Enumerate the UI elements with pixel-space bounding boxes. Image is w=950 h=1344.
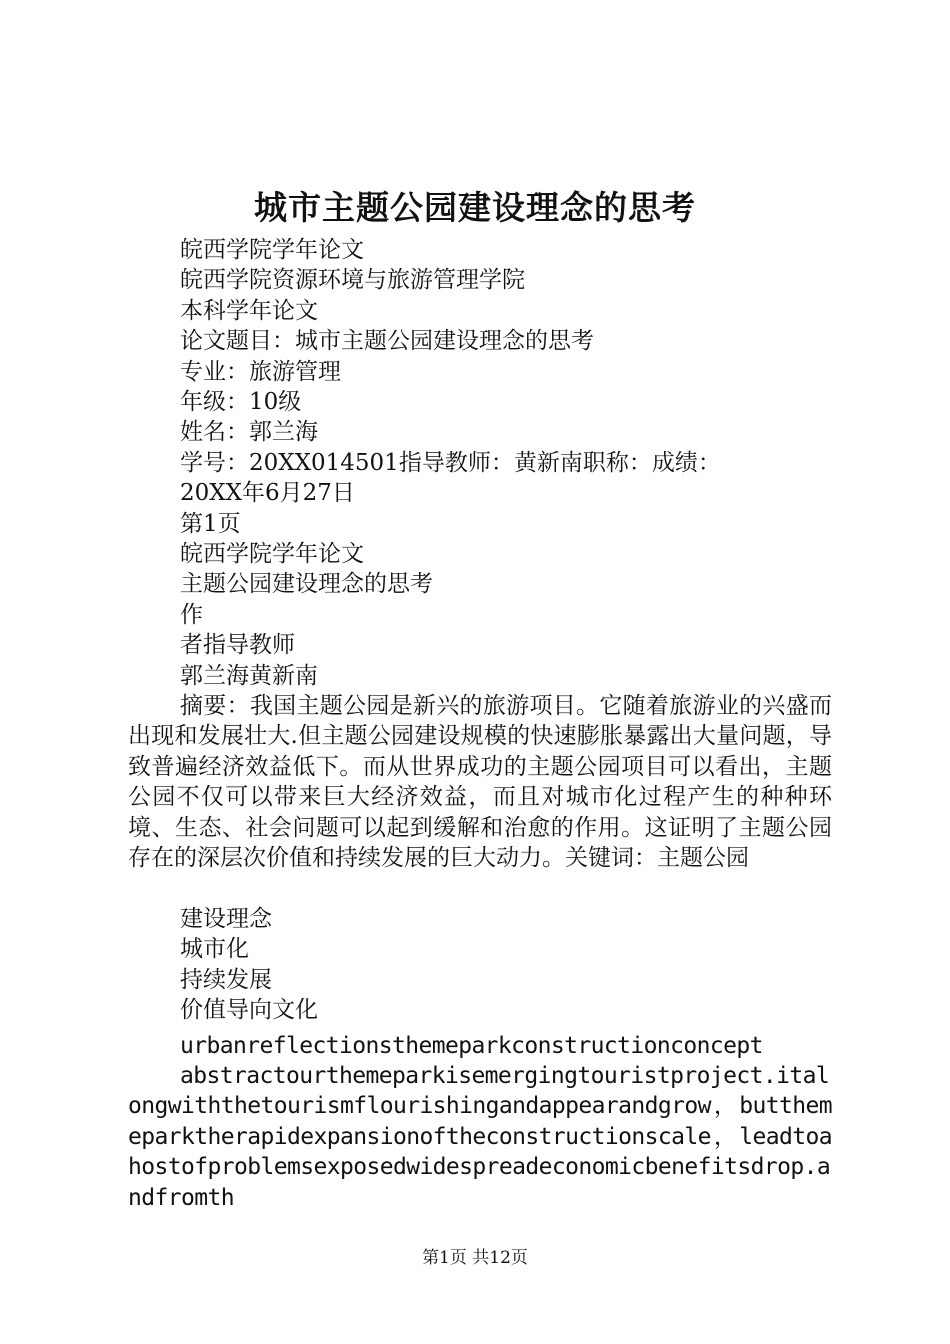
- text-line: 20XX年6月27日: [180, 480, 355, 507]
- text-line: 皖西学院资源环境与旅游管理学院: [180, 267, 525, 294]
- header-lines: [180, 235, 840, 691]
- text-line: 作: [180, 601, 203, 628]
- text-line: 第1页: [180, 510, 241, 537]
- text-line: 者指导教师: [180, 632, 295, 659]
- english-abstract: abstractourthemeparkisemergingtouristproject.italongwiththetourismflourishingandappearandgrow，butthemeparktherapidexpansionoftheconstructionscale，leadtoahostofproblemsexposedwidespreadeconomicbenefitsdrop.andfromth: [128, 1063, 832, 1211]
- document-title: 城市主题公园建设理念的思考: [254, 188, 696, 227]
- keyword-line: 价值导向文化: [180, 997, 318, 1024]
- page-footer: 第1页 共12页: [422, 1248, 528, 1268]
- text-line: 姓名：郭兰海: [180, 419, 318, 446]
- keyword-line: 城市化: [180, 936, 249, 963]
- text-line: 皖西学院学年论文: [180, 541, 364, 568]
- text-line: 专业：旅游管理: [180, 358, 341, 385]
- english-title: urbanreflectionsthemeparkconstructionconcept: [180, 1033, 763, 1059]
- text-line: 年级：10级: [180, 389, 302, 416]
- text-line: 皖西学院学年论文: [180, 237, 364, 263]
- text-line: 学号：20XX014501指导教师：黄新南职称：成绩：: [180, 449, 721, 476]
- keyword-lines: [180, 904, 840, 1026]
- text-line: 郭兰海黄新南: [180, 662, 318, 689]
- abstract-paragraph: 摘要：我国主题公园是新兴的旅游项目。它随着旅游业的兴盛而出现和发展壮大.但主题公园建设规模的快速膨胀暴露出大量问题，导致普遍经济效益低下。而从世界成功的主题公园项目可以看出，主题公园不仅可以带来巨大经济效益，而且对城市化过程产生的种种环境、生态、社会问题可以起到缓解和治愈的作用。这证明了主题公园存在的深层次价值和持续发展的巨大动力。关键词：主题公园: [128, 693, 832, 872]
- keyword-line: 持续发展: [180, 966, 272, 993]
- text-line: 主题公园建设理念的思考: [180, 571, 433, 598]
- text-line: 本科学年论文: [180, 297, 318, 324]
- text-line: 论文题目：城市主题公园建设理念的思考: [180, 328, 594, 355]
- keyword-line: 建设理念: [180, 906, 272, 932]
